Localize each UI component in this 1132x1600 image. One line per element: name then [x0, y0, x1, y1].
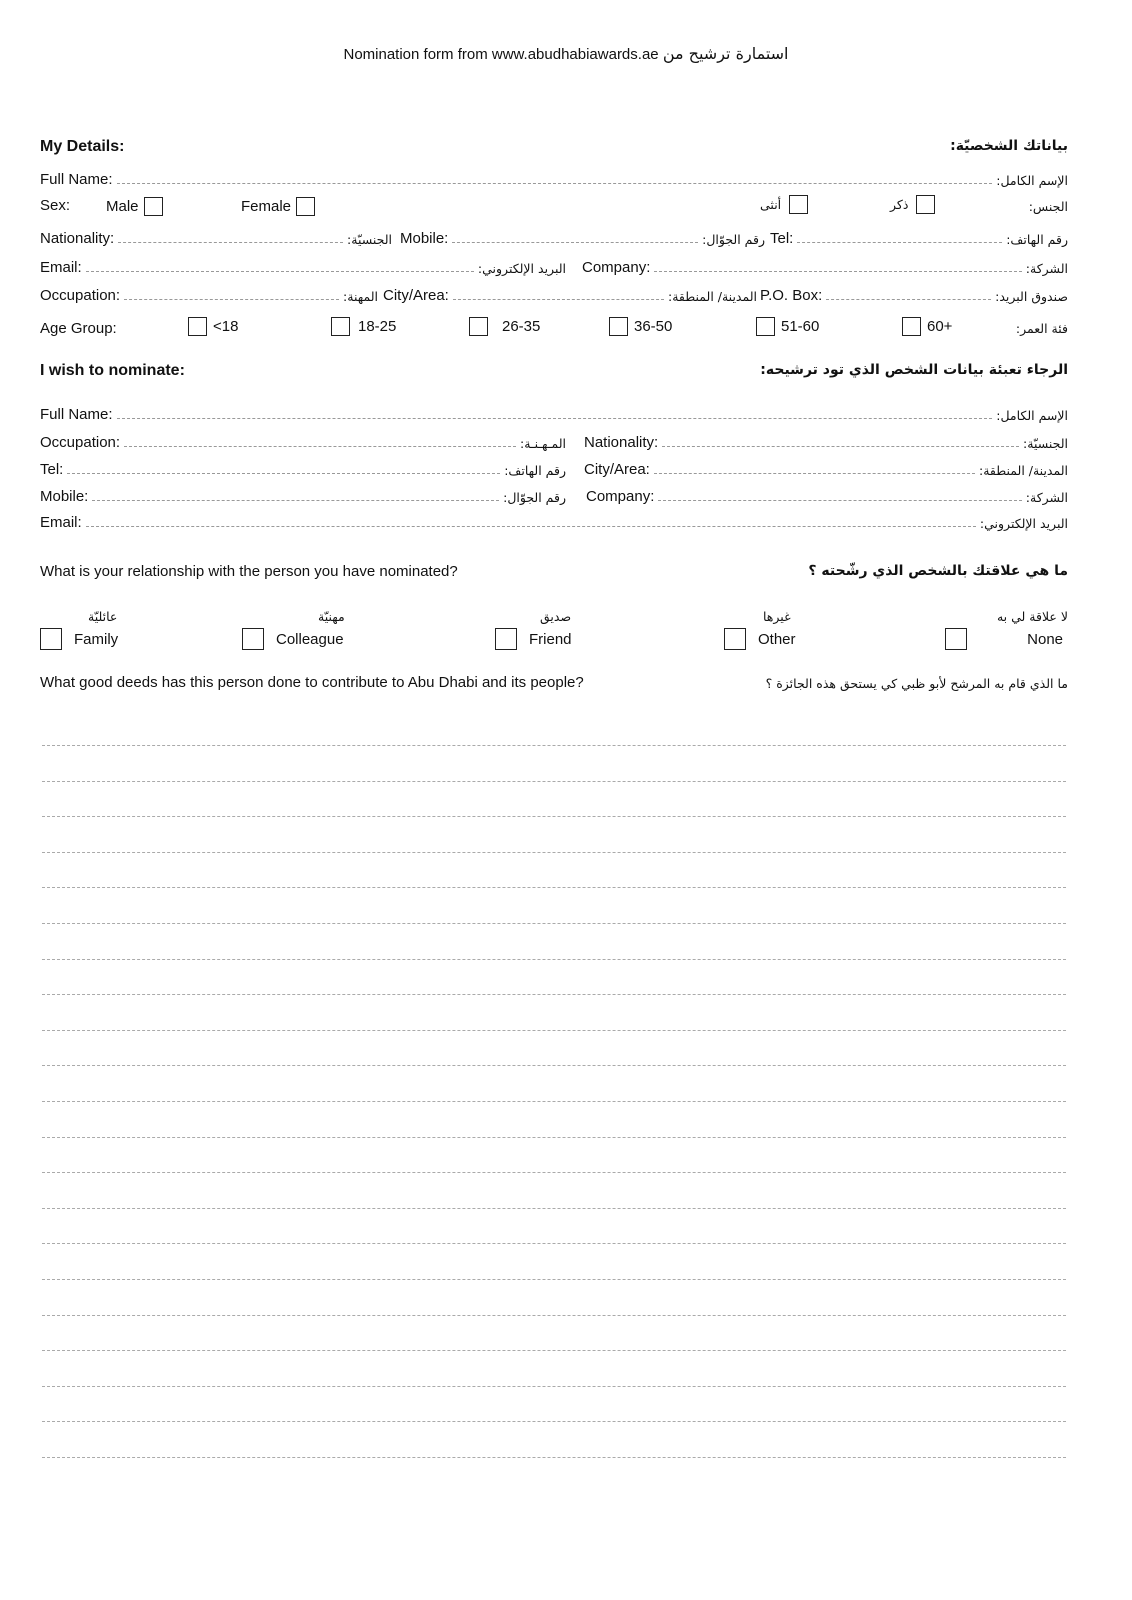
friend-label-ar: صديق — [540, 609, 572, 624]
relationship-question-ar: ما هي علاقتك بالشخص الذي رشّحته ؟ — [808, 563, 1068, 579]
nominee-heading: I wish to nominate: — [40, 362, 185, 379]
answer-line[interactable] — [42, 959, 1066, 960]
sex-label-ar: الجنس: — [1028, 199, 1068, 214]
deeds-question: What good deeds has this person done to contribute to Abu Dhabi and its people? — [40, 674, 584, 691]
female-checkbox[interactable] — [296, 197, 315, 216]
relationship-other[interactable]: Other — [724, 628, 796, 650]
none-checkbox[interactable] — [945, 628, 967, 650]
sex-female-ar-option[interactable]: أنثى — [760, 195, 808, 214]
my-company-field[interactable]: Company: الشركة: — [582, 259, 1068, 276]
age-option[interactable]: 26-35 — [469, 317, 540, 336]
age-checkbox[interactable] — [756, 317, 775, 336]
my-nationality-field[interactable]: Nationality: الجنسيّة: — [40, 230, 392, 247]
age-group-label-ar: فئة العمر: — [1015, 321, 1068, 336]
answer-line[interactable] — [42, 1065, 1066, 1066]
answer-line[interactable] — [42, 1421, 1066, 1422]
age-group-label: Age Group: — [40, 320, 117, 337]
nominee-full-name-field[interactable]: Full Name: الإسم الكامل: — [40, 406, 1068, 423]
nominee-tel-field[interactable]: Tel: رقم الهاتف: — [40, 461, 566, 478]
answer-line[interactable] — [42, 1279, 1066, 1280]
answer-line[interactable] — [42, 994, 1066, 995]
other-checkbox[interactable] — [724, 628, 746, 650]
my-mobile-field[interactable]: Mobile: رقم الجوّال: — [400, 230, 765, 247]
answer-line[interactable] — [42, 745, 1066, 746]
answer-line[interactable] — [42, 1137, 1066, 1138]
sex-male-ar-option[interactable]: ذكر — [890, 195, 935, 214]
answer-line[interactable] — [42, 1030, 1066, 1031]
age-option[interactable]: <18 — [188, 317, 238, 336]
answer-line[interactable] — [42, 923, 1066, 924]
answer-line[interactable] — [42, 816, 1066, 817]
nominee-occupation-field[interactable]: Occupation: المـهـنـة: — [40, 434, 566, 451]
sex-female-option[interactable]: Female — [241, 197, 315, 216]
form-title: Nomination form from www.abudhabiawards.ae استمارة ترشيح من — [343, 44, 789, 63]
age-option[interactable]: 60+ — [902, 317, 952, 336]
answer-line[interactable] — [42, 1101, 1066, 1102]
colleague-checkbox[interactable] — [242, 628, 264, 650]
my-tel-field[interactable]: Tel: رقم الهاتف: — [770, 230, 1068, 247]
my-details-heading-ar: بياناتك الشخصيّة: — [950, 138, 1068, 154]
answer-line[interactable] — [42, 1243, 1066, 1244]
age-checkbox[interactable] — [469, 317, 488, 336]
age-option[interactable]: 51-60 — [756, 317, 819, 336]
answer-line[interactable] — [42, 1315, 1066, 1316]
answer-line[interactable] — [42, 1457, 1066, 1458]
relationship-none[interactable]: None — [945, 628, 1063, 650]
nominee-mobile-field[interactable]: Mobile: رقم الجوّال: — [40, 488, 566, 505]
age-option[interactable]: 18-25 — [331, 317, 396, 336]
female-ar-checkbox[interactable] — [789, 195, 808, 214]
family-label-ar: عائليّة — [88, 609, 118, 624]
nominee-nationality-field[interactable]: Nationality: الجنسيّة: — [584, 434, 1068, 451]
answer-line[interactable] — [42, 1172, 1066, 1173]
other-label-ar: غيرها — [763, 609, 791, 624]
relationship-colleague[interactable]: Colleague — [242, 628, 344, 650]
nominee-email-field[interactable]: Email: البريد الإلكتروني: — [40, 514, 1068, 531]
my-email-field[interactable]: Email: البريد الإلكتروني: — [40, 259, 566, 276]
my-occupation-field[interactable]: Occupation: المهنة: — [40, 287, 378, 304]
none-label-ar: لا علاقة لي به — [996, 609, 1068, 624]
sex-male-option[interactable]: Male — [106, 197, 163, 216]
colleague-label-ar: مهنيّة — [318, 609, 345, 624]
nominee-company-field[interactable]: Company: الشركة: — [586, 488, 1068, 505]
nominee-heading-ar: الرجاء تعبئة بيانات الشخص الذي تود ترشيحه: — [760, 362, 1068, 378]
male-ar-checkbox[interactable] — [916, 195, 935, 214]
age-option[interactable]: 36-50 — [609, 317, 672, 336]
nominee-city-field[interactable]: City/Area: المدينة/ المنطقة: — [584, 461, 1068, 478]
relationship-question: What is your relationship with the person you have nominated? — [40, 563, 458, 580]
sex-label: Sex: — [40, 197, 71, 214]
answer-line[interactable] — [42, 1386, 1066, 1387]
family-checkbox[interactable] — [40, 628, 62, 650]
my-city-field[interactable]: City/Area: المدينة/ المنطقة: — [383, 287, 757, 304]
answer-line[interactable] — [42, 852, 1066, 853]
my-full-name-field[interactable]: Full Name: الإسم الكامل: — [40, 171, 1068, 188]
answer-line[interactable] — [42, 1208, 1066, 1209]
age-checkbox[interactable] — [609, 317, 628, 336]
my-pobox-field[interactable]: P.O. Box: صندوق البريد: — [760, 287, 1068, 304]
age-checkbox[interactable] — [188, 317, 207, 336]
friend-checkbox[interactable] — [495, 628, 517, 650]
age-checkbox[interactable] — [902, 317, 921, 336]
deeds-question-ar: ما الذي قام به المرشح لأبو ظبي كي يستحق هذه الجائزة ؟ — [765, 676, 1068, 691]
answer-line[interactable] — [42, 887, 1066, 888]
relationship-friend[interactable]: Friend — [495, 628, 572, 650]
male-checkbox[interactable] — [144, 197, 163, 216]
answer-line[interactable] — [42, 781, 1066, 782]
my-details-heading: My Details: — [40, 138, 125, 155]
age-checkbox[interactable] — [331, 317, 350, 336]
relationship-family[interactable]: Family — [40, 628, 118, 650]
answer-line[interactable] — [42, 1350, 1066, 1351]
